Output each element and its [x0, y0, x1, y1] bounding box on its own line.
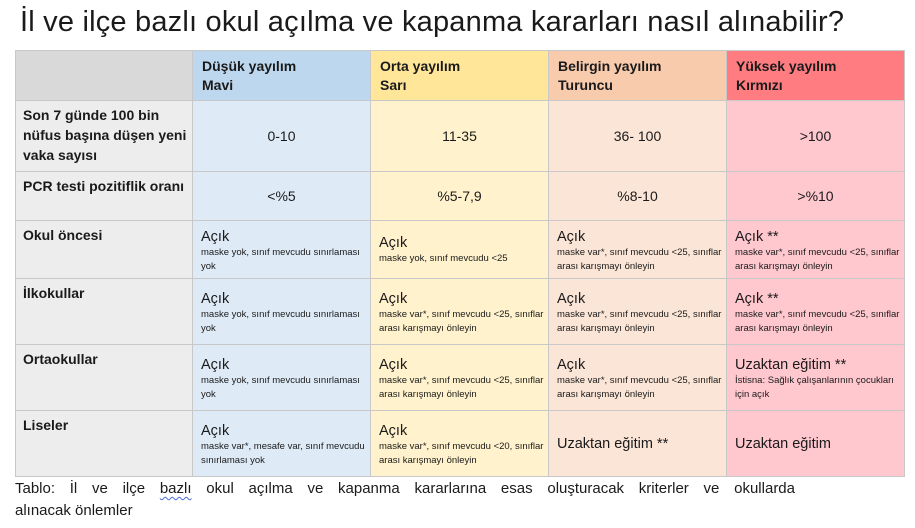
school-row-middle: [16, 345, 905, 411]
measure-status: Açık: [201, 423, 230, 439]
measure-note: maske var*, sınıf mevcudu <25, sınıflar arası karışmayı önleyin: [379, 375, 544, 400]
measure-status: Açık: [557, 357, 586, 373]
measure-note: maske yok, sınıf mevcudu sınırlaması yok: [201, 375, 360, 400]
row-label: Son 7 günde 100 bin nüfus başına düşen yeni vaka sayısı: [16, 101, 193, 172]
measure-cell: [727, 411, 905, 477]
measure-status: Açık: [379, 291, 408, 307]
row-label: Liseler: [16, 411, 193, 477]
header-level-medium: [371, 51, 549, 101]
school-row-primary: [16, 279, 905, 345]
row-label: Okul öncesi: [16, 221, 193, 279]
criteria-value: <%5: [193, 172, 371, 221]
level-color: Turuncu: [558, 77, 613, 93]
table-caption-line2: alınacak önlemler: [15, 502, 133, 519]
criteria-value: 11-35: [371, 101, 549, 172]
measure-note: maske var*, sınıf mevcudu <25, sınıflar arası karışmayı önleyin: [735, 309, 900, 334]
measure-status: Açık **: [735, 291, 779, 307]
measure-status: Açık: [201, 229, 230, 245]
measure-note: maske yok, sınıf mevcudu <25: [379, 253, 508, 264]
measure-status: Açık: [557, 229, 586, 245]
measure-cell: [371, 411, 549, 477]
measure-cell: [549, 411, 727, 477]
measure-cell: [727, 221, 905, 279]
header-level-low: [193, 51, 371, 101]
level-color: Sarı: [380, 77, 407, 93]
measure-note: maske var*, sınıf mevcudu <25, sınıflar arası karışmayı önleyin: [557, 309, 722, 334]
level-color: Kırmızı: [736, 77, 783, 93]
measure-status: Açık: [379, 357, 408, 373]
header-corner: [16, 51, 193, 101]
criteria-value: >100: [727, 101, 905, 172]
measure-cell: [727, 345, 905, 411]
measure-status: Açık: [201, 357, 230, 373]
measure-cell: [193, 345, 371, 411]
decision-table: [15, 50, 905, 477]
measure-note: maske var*, sınıf mevcudu <25, sınıflar arası karışmayı önleyin: [735, 247, 900, 272]
measure-status: Açık **: [735, 229, 779, 245]
criteria-value: 36- 100: [549, 101, 727, 172]
measure-cell: [193, 279, 371, 345]
row-label: PCR testi pozitiflik oranı: [16, 172, 193, 221]
header-level-high: [727, 51, 905, 101]
criteria-value: 0-10: [193, 101, 371, 172]
measure-note: maske yok, sınıf mevcudu sınırlaması yok: [201, 309, 360, 334]
measure-status: Uzaktan eğitim **: [735, 357, 847, 373]
measure-cell: [371, 279, 549, 345]
criteria-value: %8-10: [549, 172, 727, 221]
level-name: Orta yayılım: [380, 58, 461, 74]
measure-cell: [193, 411, 371, 477]
measure-status: Açık: [379, 423, 408, 439]
measure-cell: [193, 221, 371, 279]
level-color: Mavi: [202, 77, 234, 93]
measure-note: maske var*, sınıf mevcudu <25, sınıflar arası karışmayı önleyin: [557, 247, 722, 272]
spellcheck-marked-word: bazlı: [159, 480, 192, 497]
measure-status: Açık: [379, 235, 408, 251]
measure-cell: [549, 221, 727, 279]
school-row-high: [16, 411, 905, 477]
measure-cell: [371, 221, 549, 279]
measure-note: maske var*, mesafe var, sınıf mevcudu sınırlaması yok: [201, 441, 365, 466]
level-name: Yüksek yayılım: [736, 58, 837, 74]
school-row-preschool: [16, 221, 905, 279]
measure-status: Uzaktan eğitim: [735, 435, 831, 452]
measure-cell: [727, 279, 905, 345]
header-row: [16, 51, 905, 101]
measure-cell: [549, 345, 727, 411]
criteria-row-cases: [16, 101, 905, 172]
criteria-row-pcr: [16, 172, 905, 221]
measure-note: maske var*, sınıf mevcudu <25, sınıflar arası karışmayı önleyin: [379, 309, 544, 334]
measure-note: maske var*, sınıf mevcudu <20, sınıflar arası karışmayı önleyin: [379, 441, 544, 466]
criteria-value: >%10: [727, 172, 905, 221]
measure-status: Açık: [557, 291, 586, 307]
page-title: İl ve ilçe bazlı okul açılma ve kapanma kararları nasıl alınabilir?: [20, 6, 845, 38]
measure-note: İstisna: Sağlık çalışanlarının çocukları için açık: [735, 375, 894, 400]
criteria-value: %5-7,9: [371, 172, 549, 221]
row-label: İlkokullar: [16, 279, 193, 345]
measure-cell: [549, 279, 727, 345]
measure-status: Açık: [201, 291, 230, 307]
measure-note: maske var*, sınıf mevcudu <25, sınıflar arası karışmayı önleyin: [557, 375, 722, 400]
measure-status: Uzaktan eğitim **: [557, 435, 669, 452]
level-name: Düşük yayılım: [202, 58, 297, 74]
row-label: Ortaokullar: [16, 345, 193, 411]
level-name: Belirgin yayılım: [558, 58, 662, 74]
measure-cell: [371, 345, 549, 411]
table-caption: Tablo: İl ve ilçe bazlı okul açılma ve kapanma kararlarına esas oluşturacak kriterler ve okullarda: [15, 480, 795, 497]
measure-note: maske yok, sınıf mevcudu sınırlaması yok: [201, 247, 360, 272]
header-level-significant: [549, 51, 727, 101]
